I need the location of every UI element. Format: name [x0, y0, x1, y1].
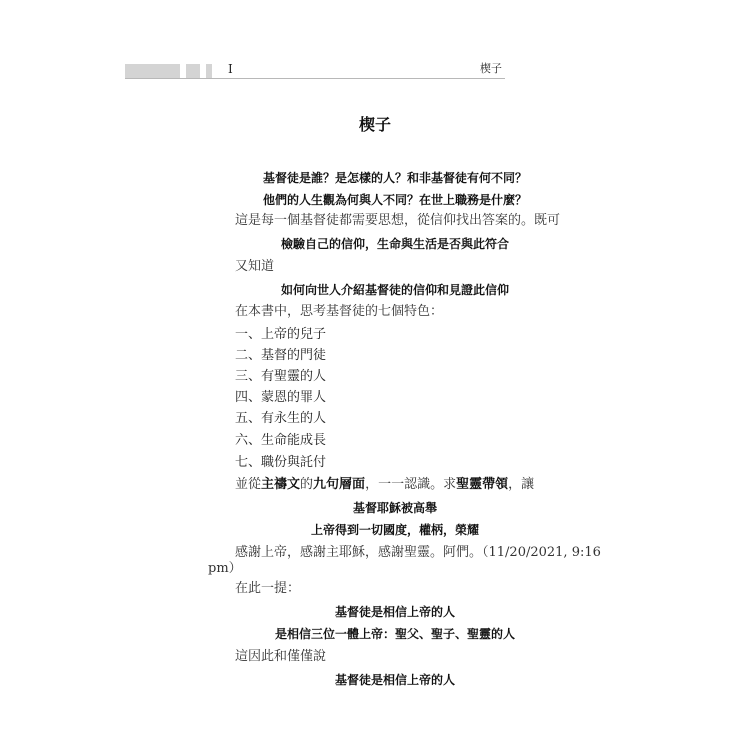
- trait-item: 二、基督的門徒: [235, 348, 327, 363]
- p4-text-4: ，讓: [508, 477, 535, 492]
- emphasis-line-3: 基督耶穌被高舉: [352, 501, 437, 515]
- emphasis-line-1: 檢驗自己的信仰，生命與生活是否與此符合: [280, 237, 509, 251]
- trait-item: 四、蒙恩的罪人: [235, 390, 327, 405]
- emphasis-line-7: 基督徒是相信上帝的人: [334, 673, 455, 687]
- intro-question-2: 他們的人生觀為何與人不同？在世上職務是什麼？: [262, 193, 527, 207]
- paragraph-5: 在此一提：: [235, 581, 301, 596]
- chapter-title: 楔子: [358, 115, 391, 134]
- emphasis-line-6: 是相信三位一體上帝：聖父、聖子、聖靈的人: [274, 627, 515, 641]
- paragraph-3: 在本書中，思考基督徒的七個特色：: [235, 304, 444, 319]
- header-gray-block: [125, 64, 180, 78]
- trait-item: 三、有聖靈的人: [235, 369, 327, 384]
- paragraph-4: [235, 476, 534, 494]
- paragraph-2: 又知道: [235, 259, 275, 274]
- header-gray-block-small: [186, 64, 200, 78]
- p4-text-1: 並從: [235, 477, 262, 492]
- p4-spirit-guidance: 聖靈帶領: [456, 477, 509, 492]
- p4-lords-prayer: 主禱文: [261, 477, 301, 492]
- trait-item: 七、職份與託付: [235, 455, 327, 470]
- intro-question-1: 基督徒是誰？是怎樣的人？和非基督徒有何不同？: [262, 171, 527, 185]
- p4-text-2: 的: [300, 477, 314, 492]
- emphasis-line-2: 如何向世人介紹基督徒的信仰和見證此信仰: [280, 283, 509, 297]
- trait-item: 一、上帝的兒子: [235, 327, 327, 342]
- thanks-line-2: pm）: [208, 561, 242, 576]
- trait-item: 六、生命能成長: [235, 433, 327, 448]
- header-page-mark: I: [228, 62, 233, 76]
- thanks-line-1: 感謝上帝，感謝主耶穌，感謝聖靈。阿們。（11/20/2021, 9:16: [235, 545, 601, 560]
- header-gray-tick: [206, 64, 212, 78]
- trait-item: 五、有永生的人: [235, 411, 327, 426]
- emphasis-line-4: 上帝得到一切國度，權柄，榮耀: [310, 523, 479, 537]
- paragraph-1: 這是每一個基督徒都需要思想，從信仰找出答案的。既可: [235, 213, 561, 228]
- p4-text-3: ，一一認識。求: [365, 477, 457, 492]
- p4-nine-aspects: 九句層面: [313, 477, 366, 492]
- emphasis-line-5: 基督徒是相信上帝的人: [334, 605, 455, 619]
- paragraph-6: 這因此和僅僅說: [235, 649, 327, 664]
- header-running-title: 楔子: [480, 62, 502, 75]
- header-rule: [125, 78, 505, 79]
